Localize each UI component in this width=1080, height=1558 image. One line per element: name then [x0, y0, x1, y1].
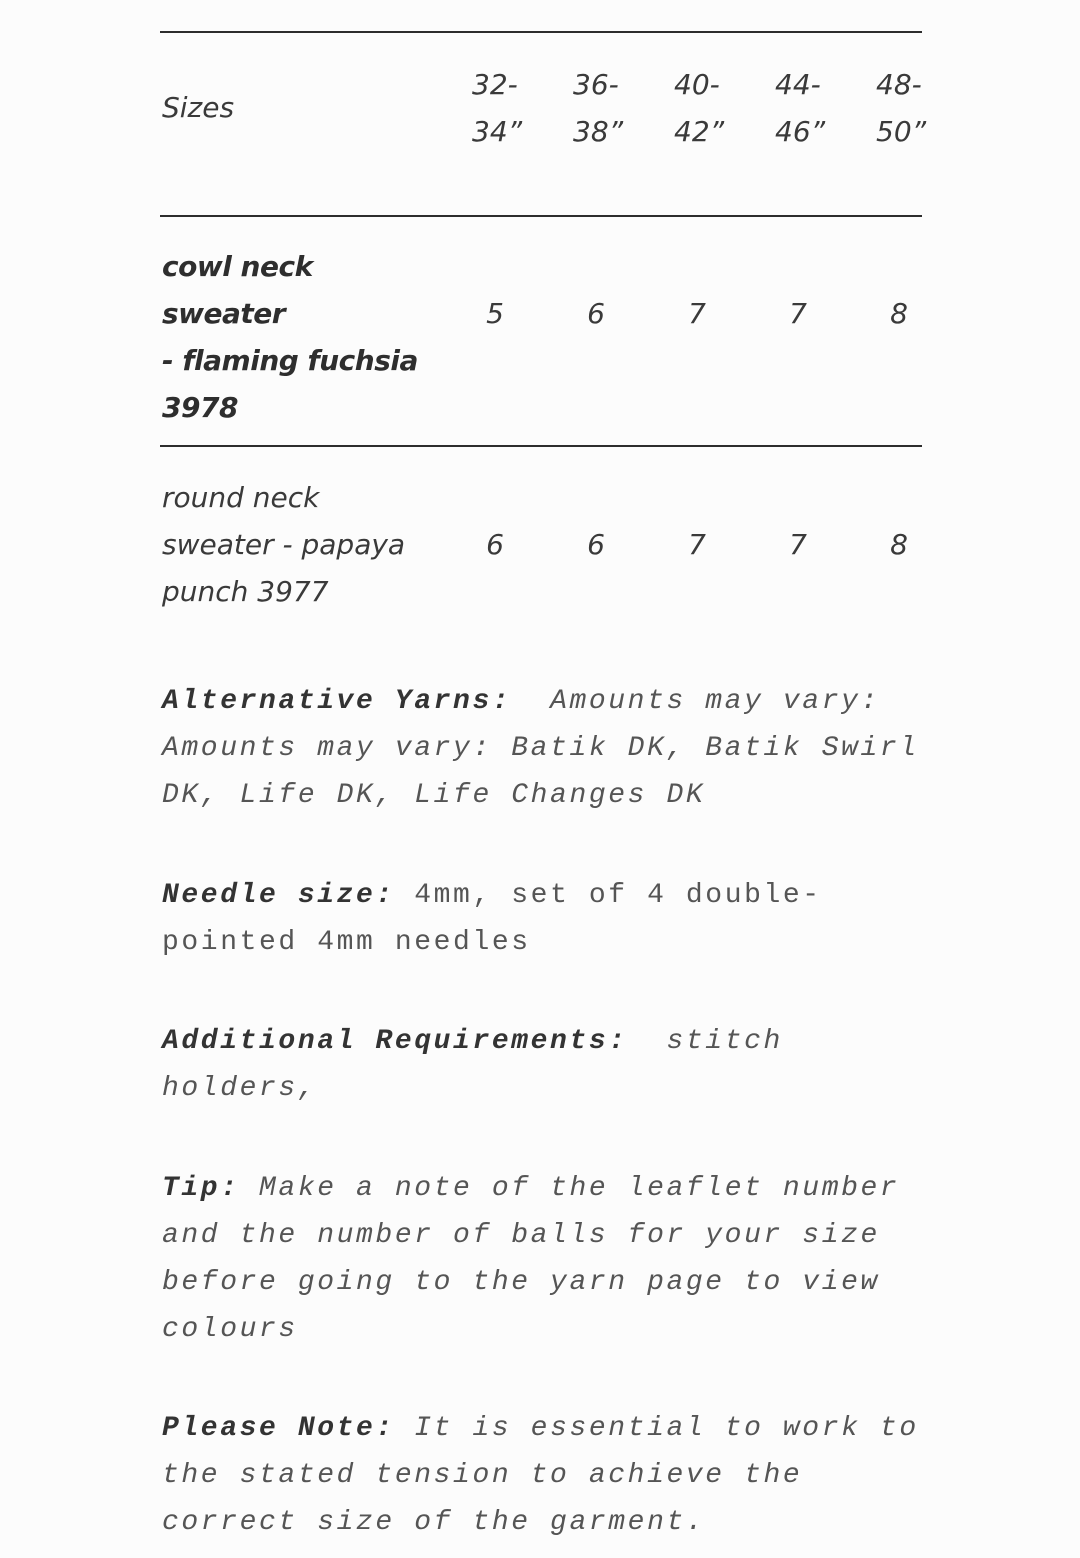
alternative-yarns-paragraph — [162, 678, 922, 819]
needle-size-label: Needle size: — [162, 880, 395, 911]
size-column-header: 40- 42” — [674, 68, 725, 148]
ball-count-cell: 7 — [789, 297, 807, 330]
size-column-header: 44- 46” — [775, 68, 826, 148]
alternative-yarns-text: Amounts may vary: Amounts may vary: Batik DK, Batik Swirl DK, Life DK, Life Changes DK — [162, 686, 919, 811]
size-column-header: 36- 38” — [573, 68, 624, 148]
size-column-header: 48- 50” — [876, 68, 927, 148]
sizes-header-label: Sizes — [162, 91, 235, 124]
needle-size-text: 4mm, set of 4 double-pointed 4mm needles — [162, 880, 822, 958]
additional-requirements-paragraph — [162, 1018, 922, 1112]
ball-count-cell: 6 — [587, 528, 605, 561]
tip-paragraph — [162, 1165, 922, 1353]
ball-count-cell: 5 — [486, 297, 504, 330]
table-header-rule — [160, 215, 922, 217]
table-row-label-round-neck: round neck sweater - papaya punch 3977 — [162, 481, 406, 608]
table-top-rule — [160, 31, 922, 33]
tip-text: Make a note of the leaflet number and the number of balls for your size before going to the yarn page to view colours — [162, 1173, 900, 1345]
ball-count-cell: 8 — [890, 297, 908, 330]
ball-count-cell: 6 — [587, 297, 605, 330]
ball-count-cell: 7 — [688, 528, 706, 561]
please-note-paragraph — [162, 1405, 922, 1546]
alternative-yarns-label: Alternative Yarns: — [162, 686, 512, 717]
please-note-text: It is essential to work to the stated tension to achieve the correct size of the garment. — [162, 1413, 919, 1538]
ball-count-cell: 7 — [688, 297, 706, 330]
needle-size-paragraph — [162, 872, 922, 966]
ball-count-cell: 6 — [486, 528, 504, 561]
table-row-label-cowl-neck: cowl neck sweater - flaming fuchsia 3978 — [162, 250, 418, 424]
tip-label: Tip: — [162, 1173, 240, 1204]
ball-count-cell: 8 — [890, 528, 908, 561]
size-column-header: 32- 34” — [472, 68, 523, 148]
additional-requirements-label: Additional Requirements: — [162, 1026, 628, 1057]
please-note-label: Please Note: — [162, 1413, 395, 1444]
table-row-rule — [160, 445, 922, 447]
additional-requirements-text: stitch holders, — [162, 1026, 783, 1104]
ball-count-cell: 7 — [789, 528, 807, 561]
